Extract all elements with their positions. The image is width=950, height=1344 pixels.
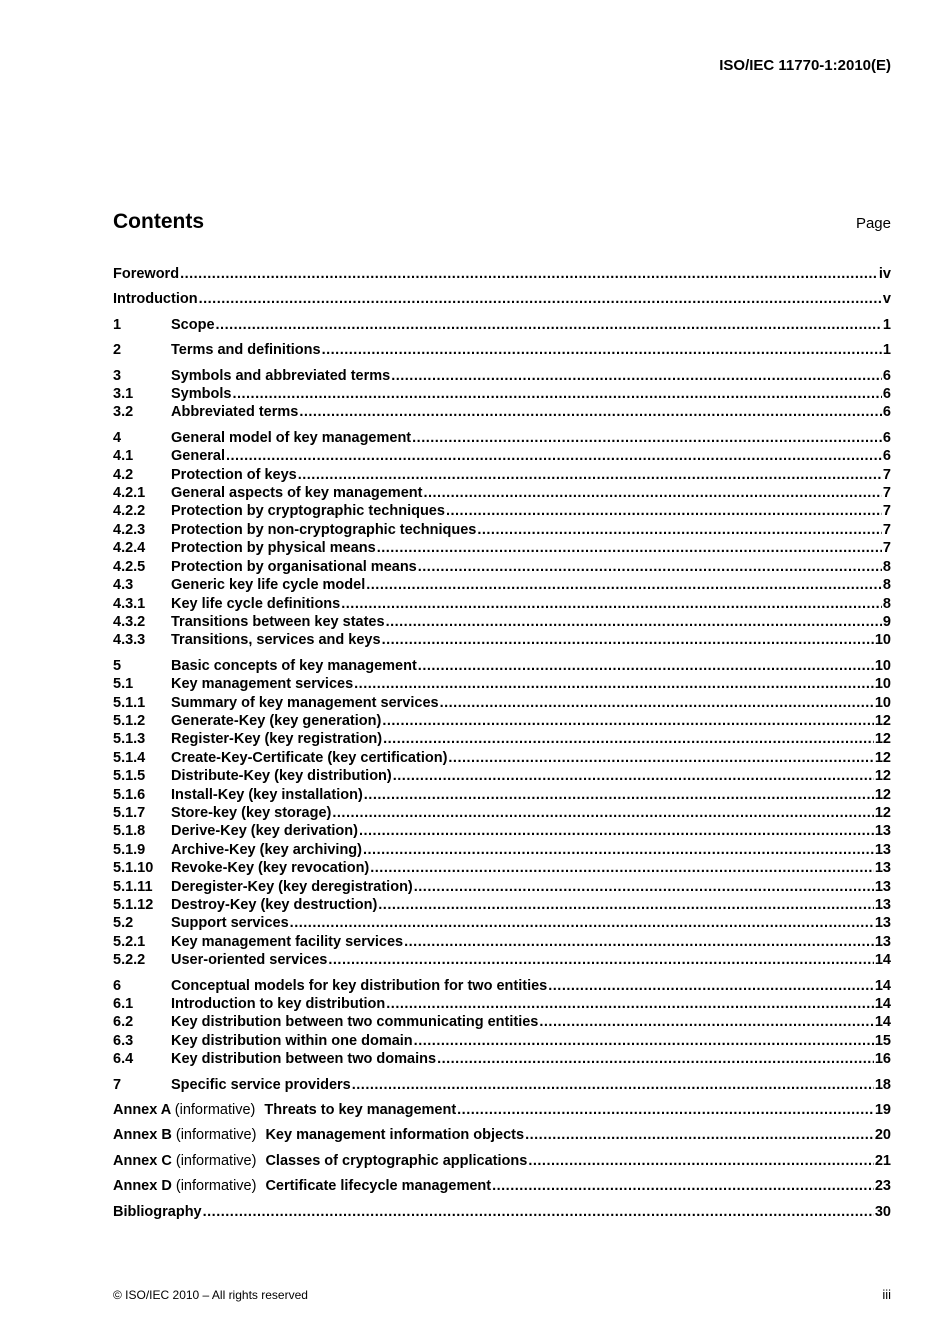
section-number: 2 [113,342,122,359]
section-title: Protection by cryptographic techniques [171,503,445,520]
page-number: 7 [882,521,891,538]
section-number: 5.1.9 [113,841,146,858]
section-title: Bibliography [113,1203,202,1220]
annex-label [113,1152,256,1170]
section-number: 7 [113,1076,122,1093]
dot-leader [457,1101,874,1119]
dot-leader [382,631,874,649]
page-number: 8 [882,558,891,575]
toc-entry[interactable] [113,675,891,693]
toc-entry[interactable] [113,1203,891,1221]
section-number: 5.1.2 [113,712,146,729]
dot-leader [370,859,874,877]
section-number: 6.4 [113,1051,134,1068]
section-title: Key distribution between two communicating entities [171,1014,539,1031]
section-title: Deregister-Key (key deregistration) [171,878,413,895]
dot-leader [448,749,873,767]
toc-entry[interactable] [113,466,891,484]
section-title: Symbols [171,386,232,403]
dot-leader [341,595,882,613]
section-number: 6.3 [113,1032,134,1049]
dot-leader [404,933,874,951]
section-title: Conceptual models for key distribution for two entities [171,977,548,994]
page-number: 7 [882,540,891,557]
toc-entry[interactable] [113,521,891,539]
section-title: Create-Key-Certificate (key certification) [171,749,448,766]
document-id: ISO/IEC 11770-1:2010(E) [719,57,891,74]
toc-entry[interactable] [113,1152,891,1170]
page-number: 6 [882,429,891,446]
section-number: 3.1 [113,386,134,403]
page-number: 20 [874,1127,891,1144]
section-title: General [171,448,225,465]
section-title: Threats to key management [264,1102,457,1119]
dot-leader [298,466,882,484]
section-number: 4.1 [113,448,134,465]
dot-leader [363,841,874,859]
section-title: Basic concepts of key management [171,657,417,674]
toc-entry[interactable] [113,1050,891,1068]
section-title: Archive-Key (key archiving) [171,841,362,858]
toc-entry[interactable] [113,265,891,283]
page-number: 14 [874,996,891,1013]
toc-entry[interactable] [113,730,891,748]
toc-entry[interactable] [113,290,891,308]
table-of-contents [113,265,891,1221]
section-number: 5.1.10 [113,860,154,877]
toc-entry[interactable] [113,613,891,631]
dot-leader [226,447,882,465]
annex-label [113,1126,256,1144]
dot-leader [386,613,882,631]
section-title: Certificate lifecycle management [265,1178,492,1195]
toc-entry[interactable] [113,403,891,421]
dot-leader [414,878,874,896]
toc-entry[interactable] [113,341,891,359]
page-number: 13 [874,860,891,877]
section-title: Generate-Key (key generation) [171,712,382,729]
page-number: 14 [874,977,891,994]
toc-entry[interactable] [113,484,891,502]
section-title: Destroy-Key (key destruction) [171,897,378,913]
section-number: 4 [113,429,122,446]
page-number: 12 [874,804,891,821]
section-title: Register-Key (key registration) [171,731,383,748]
dot-leader [477,521,882,539]
toc-entry[interactable] [113,977,891,995]
toc-entry[interactable] [113,712,891,730]
dot-leader [391,367,882,385]
page-number: 12 [874,749,891,766]
section-title: Install-Key (key installation) [171,786,363,803]
annex-note: (informative) [175,1127,257,1144]
section-title: Symbols and abbreviated terms [171,367,391,384]
toc-entry[interactable] [113,539,891,557]
toc-entry[interactable] [113,786,891,804]
section-number: 5.2.2 [113,952,146,969]
section-number: 5 [113,657,122,674]
footer-copyright: © ISO/IEC 2010 – All rights reserved [113,1288,308,1302]
section-title: Foreword [113,266,180,282]
section-number: 6.1 [113,996,134,1013]
annex-label [113,1101,255,1119]
section-number: 5.1.12 [113,897,154,913]
contents-heading: Contents [113,210,204,233]
section-number: 4.3 [113,577,134,594]
page-number: 19 [874,1102,891,1119]
toc-entry[interactable] [113,558,891,576]
section-number: 4.2.2 [113,503,146,520]
page-number: 10 [874,657,891,674]
section-number: 5.2 [113,915,134,932]
section-title: General aspects of key management [171,485,423,502]
page-number: 13 [874,915,891,932]
toc-entry[interactable] [113,1101,891,1119]
page-number: 6 [882,448,891,465]
page-number: 21 [874,1152,891,1169]
dot-leader [332,804,873,822]
page-number: 6 [882,386,891,403]
section-number: 5.1.6 [113,786,146,803]
page-number: 6 [882,404,891,421]
dot-leader [393,767,874,785]
page-number: 30 [874,1203,891,1220]
section-title: Key distribution between two domains [171,1051,437,1068]
dot-leader [180,265,878,283]
dot-leader [414,1032,874,1050]
section-number: 4.3.1 [113,595,146,612]
toc-entry[interactable] [113,367,891,385]
dot-leader [440,694,874,712]
section-title: Transitions, services and keys [171,632,381,649]
section-number: 5.1.3 [113,731,146,748]
toc-entry[interactable] [113,914,891,932]
toc-entry[interactable] [113,429,891,447]
section-number: 4.2.3 [113,521,146,538]
section-number: 5.1.8 [113,823,146,840]
toc-entry[interactable] [113,631,891,649]
page-number: 10 [874,632,891,649]
dot-leader [383,730,874,748]
page-number: 6 [882,367,891,384]
section-title: Key distribution within one domain [171,1032,413,1049]
annex-id: Annex C [113,1152,172,1169]
page-number: 13 [874,841,891,858]
section-title: Scope [171,316,215,333]
dot-leader [359,822,874,840]
section-title: Derive-Key (key derivation) [171,823,358,840]
section-number: 5.2.1 [113,933,146,950]
page-number: 10 [874,676,891,693]
page-number: 1 [882,342,891,359]
page-number: 9 [882,613,891,630]
page-number: v [882,291,891,308]
section-title: Key life cycle definitions [171,595,341,612]
page-number: 1 [882,316,891,333]
section-title: Summary of key management services [171,694,439,711]
dot-leader [539,1013,873,1031]
section-number: 3.2 [113,404,134,421]
toc-entry[interactable] [113,859,891,877]
toc-entry[interactable] [113,1013,891,1031]
dot-leader [299,403,882,421]
toc-entry[interactable] [113,502,891,520]
section-title: Key management services [171,676,354,693]
page-number: 7 [882,503,891,520]
page-number: 14 [874,1014,891,1031]
toc-entry[interactable] [113,767,891,785]
section-title: Introduction [113,291,198,308]
annex-id: Annex D [113,1178,172,1195]
dot-leader [412,429,882,447]
section-title: Abbreviated terms [171,404,299,421]
section-title: Store-key (key storage) [171,804,332,821]
section-number: 4.2.4 [113,540,146,557]
section-number: 5.1 [113,676,134,693]
section-title: Terms and definitions [171,342,321,359]
page-number: 12 [874,731,891,748]
section-title: Distribute-Key (key distribution) [171,768,392,785]
toc-entry[interactable] [113,447,891,465]
section-number: 5.1.7 [113,804,146,821]
page-number: 8 [882,577,891,594]
page-number: 23 [874,1178,891,1195]
page-number: 14 [874,952,891,969]
toc-entry[interactable] [113,841,891,859]
dot-leader [366,576,882,594]
annex-label [113,1177,256,1195]
section-title: Specific service providers [171,1076,351,1093]
page-number: 15 [874,1032,891,1049]
toc-entry[interactable] [113,933,891,951]
page-number: 7 [882,466,891,483]
dot-leader [548,977,874,995]
toc-entry[interactable] [113,951,891,969]
section-title: Introduction to key distribution [171,996,386,1013]
dot-leader [354,675,874,693]
toc-entry[interactable] [113,749,891,767]
section-title: User-oriented services [171,952,328,969]
dot-leader [352,1076,874,1094]
section-number: 4.2.1 [113,485,146,502]
page-column-label: Page [855,215,891,232]
dot-leader [418,657,874,675]
section-number: 6 [113,977,122,994]
section-number: 4.2.5 [113,558,146,575]
dot-leader [423,484,881,502]
dot-leader [382,712,874,730]
dot-leader [437,1050,874,1068]
annex-id: Annex B [113,1127,172,1144]
toc-entry[interactable] [113,822,891,840]
page-number: 13 [874,933,891,950]
page-number: 7 [882,485,891,502]
section-title: Protection of keys [171,466,297,483]
section-number: 4.3.2 [113,613,146,630]
footer-page-number: iii [882,1287,891,1302]
page-number: 13 [874,823,891,840]
dot-leader [216,316,882,334]
annex-id: Annex A [113,1102,171,1119]
section-title: Key management information objects [265,1127,525,1144]
toc-entry[interactable] [113,878,891,896]
section-title: Transitions between key states [171,613,385,630]
page-number: 12 [874,768,891,785]
page-number: 10 [874,694,891,711]
page-number: iv [878,266,891,282]
section-title: Protection by organisational means [171,558,417,575]
dot-leader [377,539,882,557]
section-number: 1 [113,316,122,333]
toc-entry[interactable] [113,804,891,822]
section-number: 5.1.1 [113,694,146,711]
page-number: 16 [874,1051,891,1068]
section-title: Generic key life cycle model [171,577,366,594]
dot-leader [328,951,874,969]
section-number: 3 [113,367,122,384]
page-number: 18 [874,1076,891,1093]
toc-entry[interactable] [113,1032,891,1050]
toc-entry[interactable] [113,896,891,914]
section-number: 5.1.5 [113,768,146,785]
section-title: General model of key management [171,429,412,446]
toc-entry[interactable] [113,595,891,613]
dot-leader [492,1177,874,1195]
toc-entry[interactable] [113,576,891,594]
toc-entry[interactable] [113,1177,891,1195]
toc-entry[interactable] [113,1126,891,1144]
section-title: Classes of cryptographic applications [265,1152,528,1169]
page-number: 12 [874,786,891,803]
section-number: 4.3.3 [113,632,146,649]
section-title: Support services [171,915,289,932]
section-title: Protection by physical means [171,540,376,557]
section-number: 5.1.4 [113,749,146,766]
page-number: 13 [874,897,891,913]
section-title: Revoke-Key (key revocation) [171,860,370,877]
dot-leader [199,290,882,308]
page-number: 12 [874,712,891,729]
annex-note: (informative) [174,1102,256,1119]
annex-note: (informative) [175,1178,257,1195]
dot-leader [528,1152,874,1170]
dot-leader [378,896,874,914]
dot-leader [525,1126,874,1144]
dot-leader [364,786,874,804]
page-number: 8 [882,595,891,612]
toc-entry[interactable] [113,694,891,712]
dot-leader [386,995,874,1013]
toc-entry[interactable] [113,1076,891,1094]
dot-leader [446,502,882,520]
dot-leader [203,1203,874,1221]
toc-entry[interactable] [113,657,891,675]
toc-entry[interactable] [113,316,891,334]
section-number: 4.2 [113,466,134,483]
toc-entry[interactable] [113,995,891,1013]
toc-entry[interactable] [113,385,891,403]
dot-leader [232,385,881,403]
annex-note: (informative) [175,1152,257,1169]
section-title: Protection by non-cryptographic techniques [171,521,477,538]
section-number: 5.1.11 [113,878,153,895]
dot-leader [290,914,874,932]
section-number: 6.2 [113,1014,134,1031]
page-number: 13 [874,878,891,895]
section-title: Key management facility services [171,933,404,950]
dot-leader [322,341,882,359]
dot-leader [418,558,882,576]
